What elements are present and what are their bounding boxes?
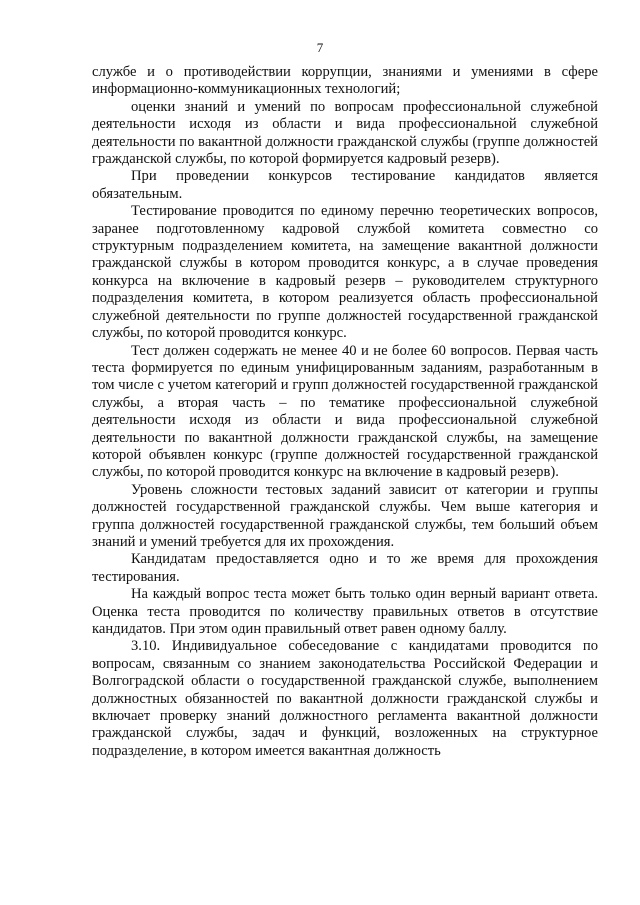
page-number: 7 — [316, 40, 324, 55]
paragraph-testing-procedure: Тестирование проводится по единому перечню теоретических вопросов, заранее подготовленному кадровой службой комитета совместно со структурным подразделением комитета, на замещение вакантной должности гражданской службы в котором проводится конкурс, а в случае проведения конкурса на включение в кадровый резерв – руководителем структурного подразделения комитета, в котором реализуется область профессиональной служебной деятельности по группе должностей государственной гражданской службы, по которой проводится конкурс. — [92, 203, 598, 342]
paragraph-scoring: На каждый вопрос теста может быть только один верный вариант ответа. Оценка теста проводится по количеству правильных ответов в отсутствие кандидатов. При этом один правильный ответ равен одному баллу. — [92, 586, 598, 637]
paragraph-testing-mandatory: При проведении конкурсов тестирование кандидатов является обязательным. — [92, 168, 598, 202]
paragraph-equal-time: Кандидатам предоставляется одно и то же время для прохождения тестирования. — [92, 551, 598, 585]
paragraph-test-contents: Тест должен содержать не менее 40 и не более 60 вопросов. Первая часть теста формируется по единым унифицированным заданиям, разработанным в том числе с учетом категорий и групп должностей государственной гражданской службы, а вторая часть – по тематике профессиональной служебной деятельности исходя из области и вида профессиональной служебной деятельности по вакантной должности гражданской службы, на замещение которой объявлен конкурс (группе должностей государственной гражданской службы, по которой проводится конкурс на включение в кадровый резерв). — [92, 342, 598, 481]
paragraph-difficulty-level: Уровень сложности тестовых заданий зависит от категории и группы должностей государственной гражданской службы. Чем выше категория и группа должностей государственной гражданской службы, тем больший объем знаний и умений требуется для их прохождения. — [92, 481, 598, 550]
body-text — [92, 64, 598, 760]
paragraph-interview: 3.10. Индивидуальное собеседование с кандидатами проводится по вопросам, связанным со знанием законодательства Российской Федерации и Волгоградской области о государственной гражданской службе, выполнением должностных обязанностей по вакантной должности гражданской службы и включает проверку знаний должностного регламента вакантной должности гражданской службы, задач и функций, возложенных на структурное подразделение, в котором имеется вакантная должность — [92, 638, 598, 759]
paragraph-knowledge-assessment: оценки знаний и умений по вопросам профессиональной служебной деятельности исходя из области и вида профессиональной служебной деятельности по вакантной должности гражданской службы (группе должностей гражданской службы, по которой формируется кадровый резерв). — [92, 98, 598, 168]
paragraph-continuation: службе и о противодействии коррупции, знаниями и умениями в сфере информационно-коммуникационных технологий; — [92, 64, 598, 98]
